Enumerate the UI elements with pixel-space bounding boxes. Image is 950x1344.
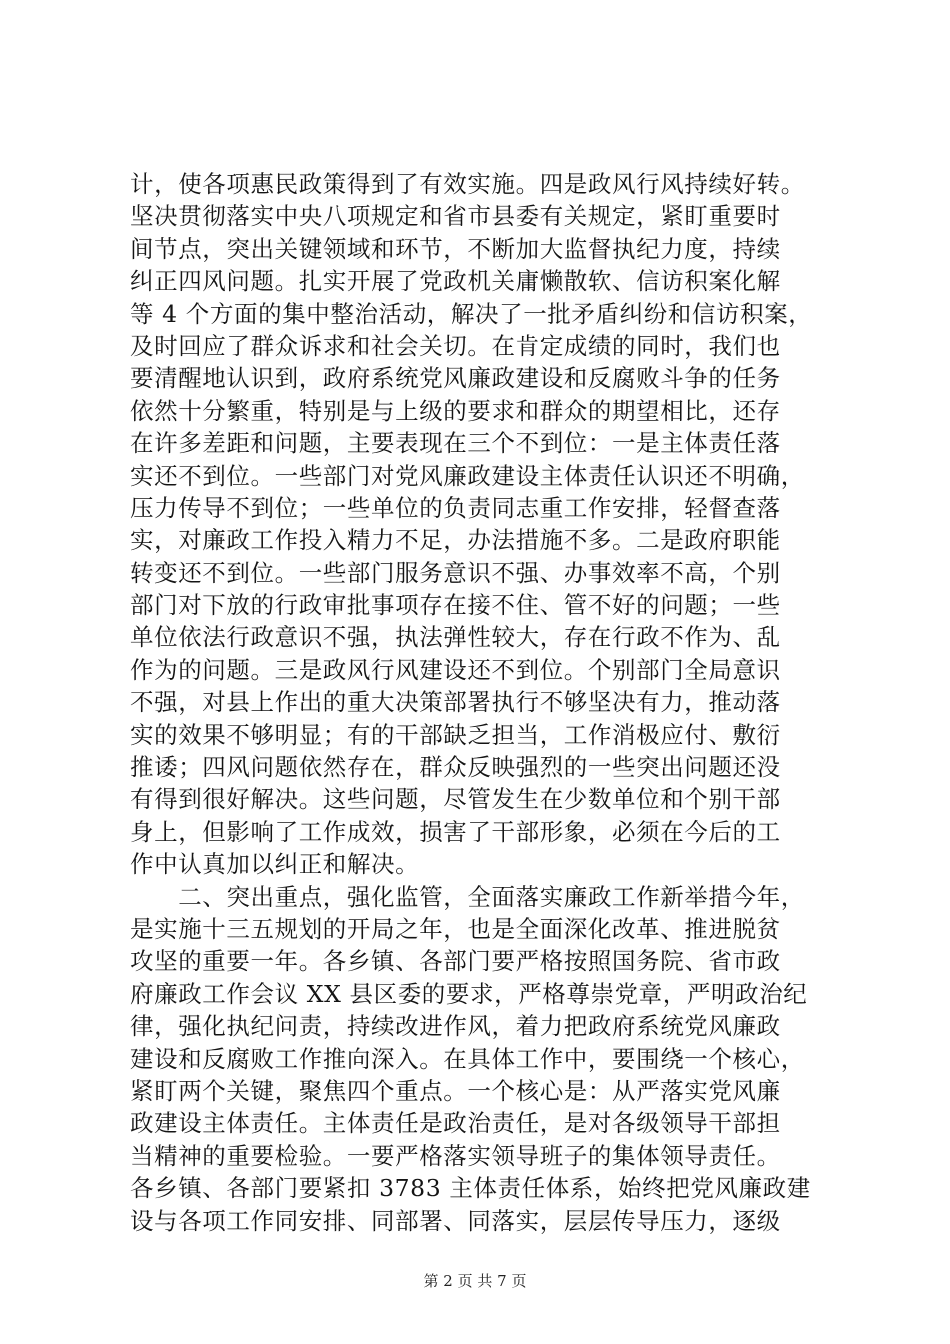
text-line: 推诿；四风问题依然存在，群众反映强烈的一些突出问题还没 [130,753,781,782]
text-line: 不强，对县上作出的重大决策部署执行不够坚决有力，推动落 [130,688,781,717]
text-line: 依然十分繁重，特别是与上级的要求和群众的期望相比，还存 [130,396,781,425]
text-line: 在许多差距和问题，主要表现在三个不到位：一是主体责任落 [130,429,781,458]
text-line: 身上，但影响了工作成效，损害了干部形象，必须在今后的工 [130,817,781,846]
text-line: 坚决贯彻落实中央八项规定和省市县委有关规定，紧盯重要时 [130,202,781,231]
text-line: 部门对下放的行政审批事项存在接不住、管不好的问题；一些 [130,591,781,620]
text-line: 实，对廉政工作投入精力不足，办法措施不多。二是政府职能 [130,526,781,555]
text-line: 要清醒地认识到，政府系统党风廉政建设和反腐败斗争的任务 [130,364,781,393]
text-line: 当精神的重要检验。一要严格落实领导班子的集体领导责任。 [130,1141,781,1170]
text-line: 计，使各项惠民政策得到了有效实施。四是政风行风持续好转。 [130,170,805,198]
text-line: 作为的问题。三是政风行风建设还不到位。个别部门全局意识 [130,655,781,684]
text-line: 律，强化执纪问责，持续改进作风，着力把政府系统党风廉政 [130,1012,781,1041]
page-footer: 第 2 页 共 7 页 [423,1272,527,1290]
body-text [130,168,830,1237]
text-line: 有得到很好解决。这些问题，尽管发生在少数单位和个别干部 [130,785,781,814]
text-line: 转变还不到位。一些部门服务意识不强、办事效率不高，个别 [130,558,781,587]
text-line: 作中认真加以纠正和解决。 [130,850,420,879]
text-line: 政建设主体责任。主体责任是政治责任，是对各级领导干部担 [130,1109,781,1138]
text-line: 等 4 个方面的集中整治活动，解决了一批矛盾纠纷和信访积案， [130,299,813,328]
text-line: 府廉政工作会议 XX 县区委的要求，严格尊崇党章，严明政治纪 [130,979,808,1008]
text-line: 实的效果不够明显；有的干部缺乏担当，工作消极应付、敷衍 [130,720,781,749]
text-line: 各乡镇、各部门要紧扣 3783 主体责任体系，始终把党风廉政建 [130,1174,811,1203]
text-line: 压力传导不到位；一些单位的负责同志重工作安排，轻督查落 [130,493,781,522]
text-line: 紧盯两个关键，聚焦四个重点。一个核心是：从严落实党风廉 [130,1076,781,1105]
text-line: 间节点，突出关键领域和环节，不断加大监督执纪力度，持续 [130,234,781,263]
text-line: 单位依法行政意识不强，执法弹性较大，存在行政不作为、乱 [130,623,781,652]
text-line: 建设和反腐败工作推向深入。在具体工作中，要围绕一个核心， [130,1044,805,1073]
text-line: 是实施十三五规划的开局之年，也是全面深化改革、推进脱贫 [130,914,781,943]
text-line: 实还不到位。一些部门对党风廉政建设主体责任认识还不明确， [130,461,805,490]
text-line: 设与各项工作同安排、同部署、同落实，层层传导压力，逐级 [130,1206,781,1235]
text-line: 二、突出重点，强化监管，全面落实廉政工作新举措今年， [130,882,805,911]
text-line: 纠正四风问题。扎实开展了党政机关庸懒散软、信访积案化解 [130,267,781,296]
text-line: 攻坚的重要一年。各乡镇、各部门要严格按照国务院、省市政 [130,947,781,976]
text-line: 及时回应了群众诉求和社会关切。在肯定成绩的同时，我们也 [130,331,781,360]
